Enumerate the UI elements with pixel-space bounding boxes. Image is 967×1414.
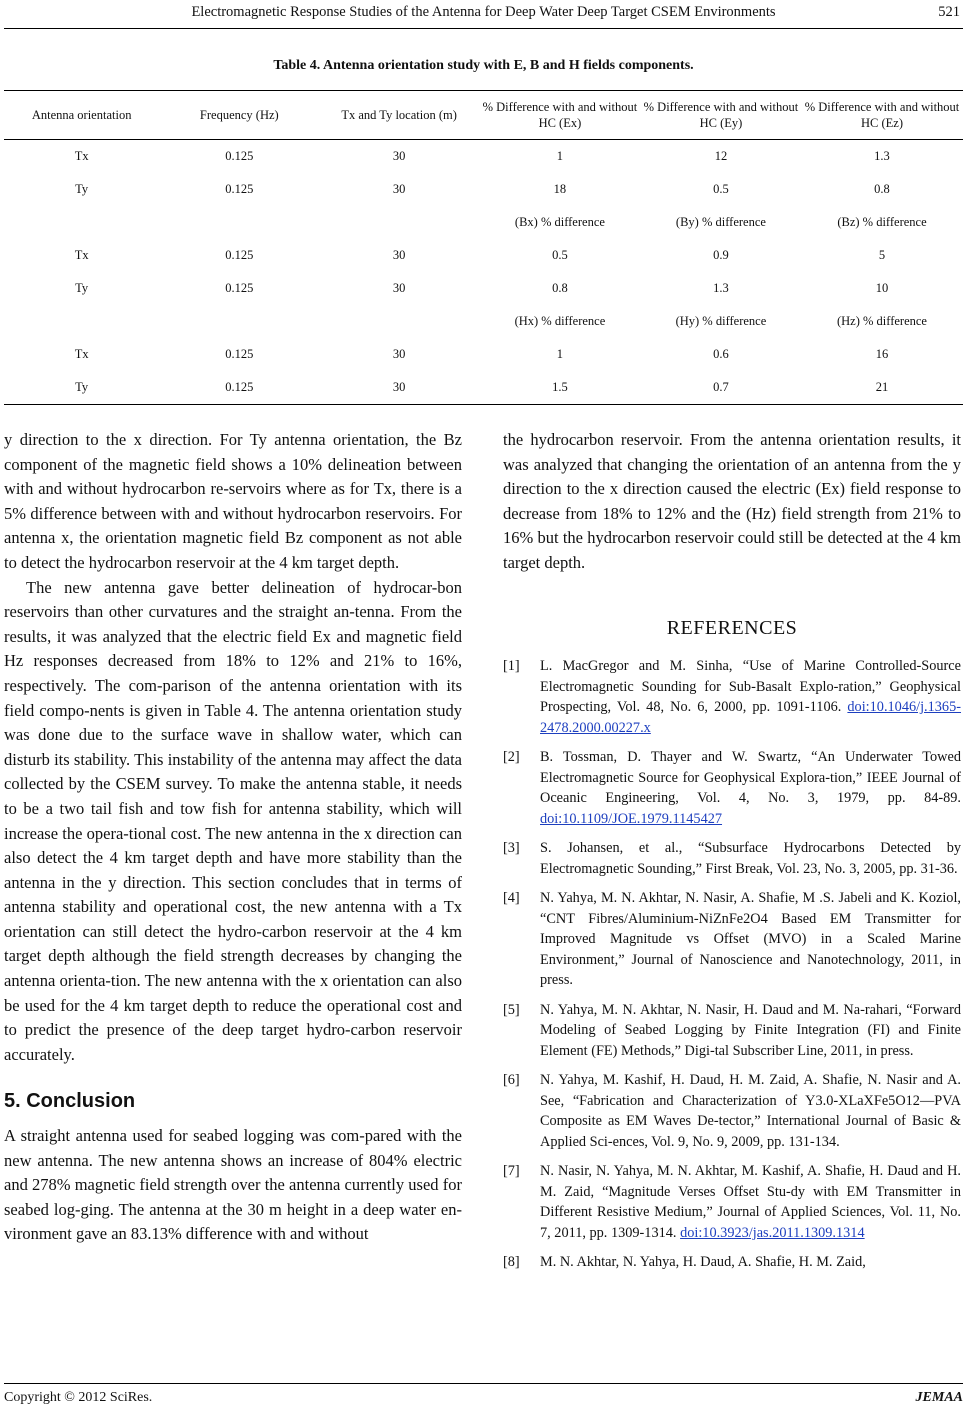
table-cell: Tx [74, 149, 89, 163]
doi-link[interactable]: doi:10.1046/j.1365-2478.2000.00227.x [540, 699, 961, 736]
header-cell: Antenna orientation [4, 91, 159, 140]
table-cell: Ty [4, 371, 159, 405]
table-cell: 0.6 [713, 347, 729, 361]
reference-text [540, 656, 961, 738]
table-cell: 0.125 [225, 149, 254, 163]
table-cell: 1 [556, 149, 564, 163]
table-cell [319, 206, 479, 239]
reference-number: [3] [503, 840, 520, 857]
table-cell: 1.3 [874, 149, 890, 163]
table-cell: 18 [553, 182, 567, 196]
reference-citation: N. Yahya, M. N. Akhtar, N. Nasir, A. Shafie, M .S. Jabeli and K. Koziol, “CNT Fibres/Aluminium-NiZnFe2O4 Based EM Transmitter for Improved Magnitude vs Offset (MVO) in a Scaled Marine Environment,” Journal of Nanoscience and Nanotechnology, 2011, in press. [540, 890, 961, 989]
table-row [4, 371, 963, 405]
table-row [4, 206, 963, 239]
header-cell: % Difference with and without HC (Ez) [801, 91, 963, 140]
table-cell: 0.125 [225, 248, 254, 262]
reference-item [503, 1252, 961, 1273]
reference-number: [4] [503, 890, 520, 907]
table-row [4, 338, 963, 371]
reference-number: [6] [503, 1072, 520, 1089]
table-caption: Table 4. Antenna orientation study with E, B and H fields components. [273, 58, 694, 73]
table-cell: 30 [392, 248, 406, 262]
table-cell: 12 [714, 149, 728, 163]
table-cell: 5 [878, 248, 886, 262]
table-cell: 0.5 [552, 248, 568, 262]
table-cell: (Hz) % difference [836, 314, 927, 328]
reference-text [540, 888, 961, 991]
table-cell [319, 305, 479, 338]
table-cell: 30 [392, 149, 406, 163]
copyright: Copyright © 2012 SciRes. [4, 1390, 153, 1405]
reference-number: [7] [503, 1163, 520, 1180]
table-cell: 0.125 [225, 182, 254, 196]
doi-link[interactable]: doi:10.1109/JOE.1979.1145427 [540, 810, 723, 827]
table-cell: Tx [74, 347, 89, 361]
table-cell: (Hy) % difference [675, 314, 767, 328]
table-cell: 0.8 [552, 281, 568, 295]
table-cell: 0.7 [641, 371, 801, 405]
table-cell: 0.8 [874, 182, 890, 196]
antenna-orientation-table [4, 90, 963, 405]
table-cell: Tx [74, 248, 89, 262]
reference-number: [2] [503, 749, 520, 766]
table-cell [159, 305, 319, 338]
reference-item [503, 747, 961, 829]
table-row [4, 272, 963, 305]
table-cell [4, 305, 159, 338]
table-cell: 0.125 [225, 281, 254, 295]
table-cell [159, 206, 319, 239]
doi-link[interactable]: doi:10.3923/jas.2011.1309.1314 [680, 1224, 865, 1241]
reference-item [503, 1161, 961, 1243]
reference-citation: S. Johansen, et al., “Subsurface Hydrocarbons Detected by Electromagnetic Sounding,” First Break, Vol. 23, No. 3, 2005, pp. 31-36. [540, 840, 961, 877]
running-header [0, 4, 967, 28]
footer [4, 1390, 963, 1406]
table-cell: 30 [392, 347, 406, 361]
header-cell: Frequency (Hz) [159, 91, 319, 140]
reference-list [503, 656, 961, 1273]
section-heading: 5. Conclusion [4, 1090, 136, 1113]
table-cell: 10 [875, 281, 889, 295]
reference-text [540, 1252, 961, 1273]
reference-number: [1] [503, 658, 520, 675]
reference-citation: N. Yahya, M. Kashif, H. Daud, H. M. Zaid, A. Shafie, N. Nasir and A. See, “Fabrication and Characterization of Y3.0-XLaXFe5O12—PVA Composite as EM Waves De-tector,” International Journal of Basic & Applied Sci-ences, Vol. 9, No. 9, 2009, pp. 131-134. [540, 1072, 961, 1150]
table-row [4, 140, 963, 174]
reference-item [503, 656, 961, 738]
table-cell: 0.5 [713, 182, 729, 196]
table-cell [4, 206, 159, 239]
header-cell: % Difference with and without HC (Ey) [641, 91, 801, 140]
reference-text [540, 1000, 961, 1062]
table-row [4, 239, 963, 272]
reference-item [503, 1000, 961, 1062]
table-cell: 1 [556, 347, 564, 361]
journal-name: JEMAA [915, 1390, 963, 1405]
footer-rule [4, 1383, 963, 1384]
paragraph: the hydrocarbon reservoir. From the antenna orientation results, it was analyzed that changing the orientation of an antenna from the y direction to the x direction caused the electric (Ex) field response to decrease from 18% to 12% and the (Hz) field strength from 21% to 16% but the hydrocarbon reservoir could still be detected at the 4 km target depth. [503, 430, 961, 572]
reference-number: [8] [503, 1254, 520, 1271]
table-header-row [4, 91, 963, 140]
running-title: Electromagnetic Response Studies of the Antenna for Deep Water Deep Target CSEM Environments [191, 4, 776, 20]
reference-item [503, 888, 961, 991]
reference-text [540, 838, 961, 879]
reference-citation: N. Yahya, M. N. Akhtar, N. Nasir, H. Daud and M. Na-rahari, “Forward Modeling of Seabed Logging by Finite Integration (FI) and Finite Element (FE) Methods,” Digi-tal Subscriber Line, 2011, in press. [540, 1001, 961, 1059]
left-column [4, 428, 462, 1247]
table-cell: 0.9 [713, 248, 729, 262]
table-cell: 0.125 [159, 371, 319, 405]
header-cell: % Difference with and without HC (Ex) [479, 91, 641, 140]
right-column [503, 428, 961, 1282]
table-cell: 21 [801, 371, 963, 405]
table-cell: (By) % difference [675, 215, 766, 229]
reference-item [503, 838, 961, 879]
reference-text [540, 747, 961, 829]
references-heading: REFERENCES [666, 616, 798, 639]
reference-text [540, 1070, 961, 1152]
table-cell: 30 [319, 371, 479, 405]
table-row [4, 305, 963, 338]
header-cell: Tx and Ty location (m) [319, 91, 479, 140]
reference-citation: L. MacGregor and M. Sinha, “Use of Marine Controlled-Source Electromagnetic Sounding for Sub-Basalt Explo-ration,” Geophysical Prospecting, Vol. 48, No. 6, 2000, pp. 1091-1106. [540, 658, 961, 716]
table-row [4, 173, 963, 206]
reference-citation: M. N. Akhtar, N. Yahya, H. Daud, A. Shafie, H. M. Zaid, [540, 1254, 866, 1271]
table-cell: Ty [75, 182, 89, 196]
paragraph: The new antenna gave better delineation of hydrocar-bon reservoirs than other curvatures and the straight an-tenna. From the results, it was analyzed that the electric field Ex and magnetic field Hz responses decreased from 18% to 12% and 21% to 16%, respectively. The com-parison of the antenna orientation with its field compo-nents is given in Table 4. The antenna orientation study was done due to the surface wave in shallow water, which can disturb its stability. This instability of the antenna may affect the data collected by the CSEM survey. To make the antenna stable, it needs to be a two tail fish and tow fish for antenna stability, which will increase the opera-tional cost. The new antenna in the x direction can also detect the 4 km target depth and have more stability than the antenna in the y direction. This section concludes that in terms of antenna stability and operational cost, the new antenna with a Tx orientation can still detect the hydro-carbon reservoir at the 4 km target depth although the field strength decreases by changing the antenna orienta-tion. The new antenna with the x orientation can also be used for the 4 km target depth to reduce the operational cost and to predict the presence of the deep target hydro-carbon reservoir accurately. [4, 577, 462, 1064]
table-cell: 30 [392, 182, 406, 196]
table-cell: 30 [392, 281, 406, 295]
table-cell: 16 [875, 347, 889, 361]
table-cell: (Hx) % difference [514, 314, 606, 328]
reference-text [540, 1161, 961, 1243]
table-cell: 0.125 [225, 347, 254, 361]
table-cell: Ty [75, 281, 89, 295]
paragraph: A straight antenna used for seabed logging was com-pared with the new antenna. The new antenna shows an increase of 804% electric and 278% magnetic field strength over the antenna currently used for seabed log-ging. The antenna at the 30 m height in a deep water en-vironment gave an 83.13% difference with and without [4, 1126, 462, 1244]
table-cell: (Bz) % difference [837, 215, 927, 229]
reference-citation: B. Tossman, D. Thayer and W. Swartz, “An Underwater Towed Electromagnetic Source for Geophysical Explora-tion,” IEEE Journal of Oceanic Engineering, Vol. 4, No. 3, 1979, pp. 84-89. [540, 749, 961, 807]
table-cell: 1.3 [713, 281, 729, 295]
page-number: 521 [938, 4, 960, 20]
table-cell: (Bx) % difference [514, 215, 605, 229]
reference-citation: N. Nasir, N. Yahya, M. N. Akhtar, M. Kashif, A. Shafie, H. Daud and H. M. Zaid, “Magnitude Verses Offset Stu-dy with EM Transmitter in Different Resistive Medium,” Journal of Applied Sciences, Vol. 11, No. 7, 2011, pp. 1309-1314. [540, 1163, 961, 1241]
paragraph: y direction to the x direction. For Ty antenna orientation, the Bz component of the magnetic field shows a 10% delineation between with and without hydrocarbon re-servoirs where as for Tx, there is a 5% difference between with and without hydrocarbon reservoirs. For antenna x, the orientation magnetic field Bz component as not able to detect the hydrocarbon reservoir at the 4 km target depth. [4, 430, 462, 572]
table-cell: 1.5 [479, 371, 641, 405]
header-rule [4, 28, 963, 29]
reference-number: [5] [503, 1001, 520, 1018]
reference-item [503, 1070, 961, 1152]
